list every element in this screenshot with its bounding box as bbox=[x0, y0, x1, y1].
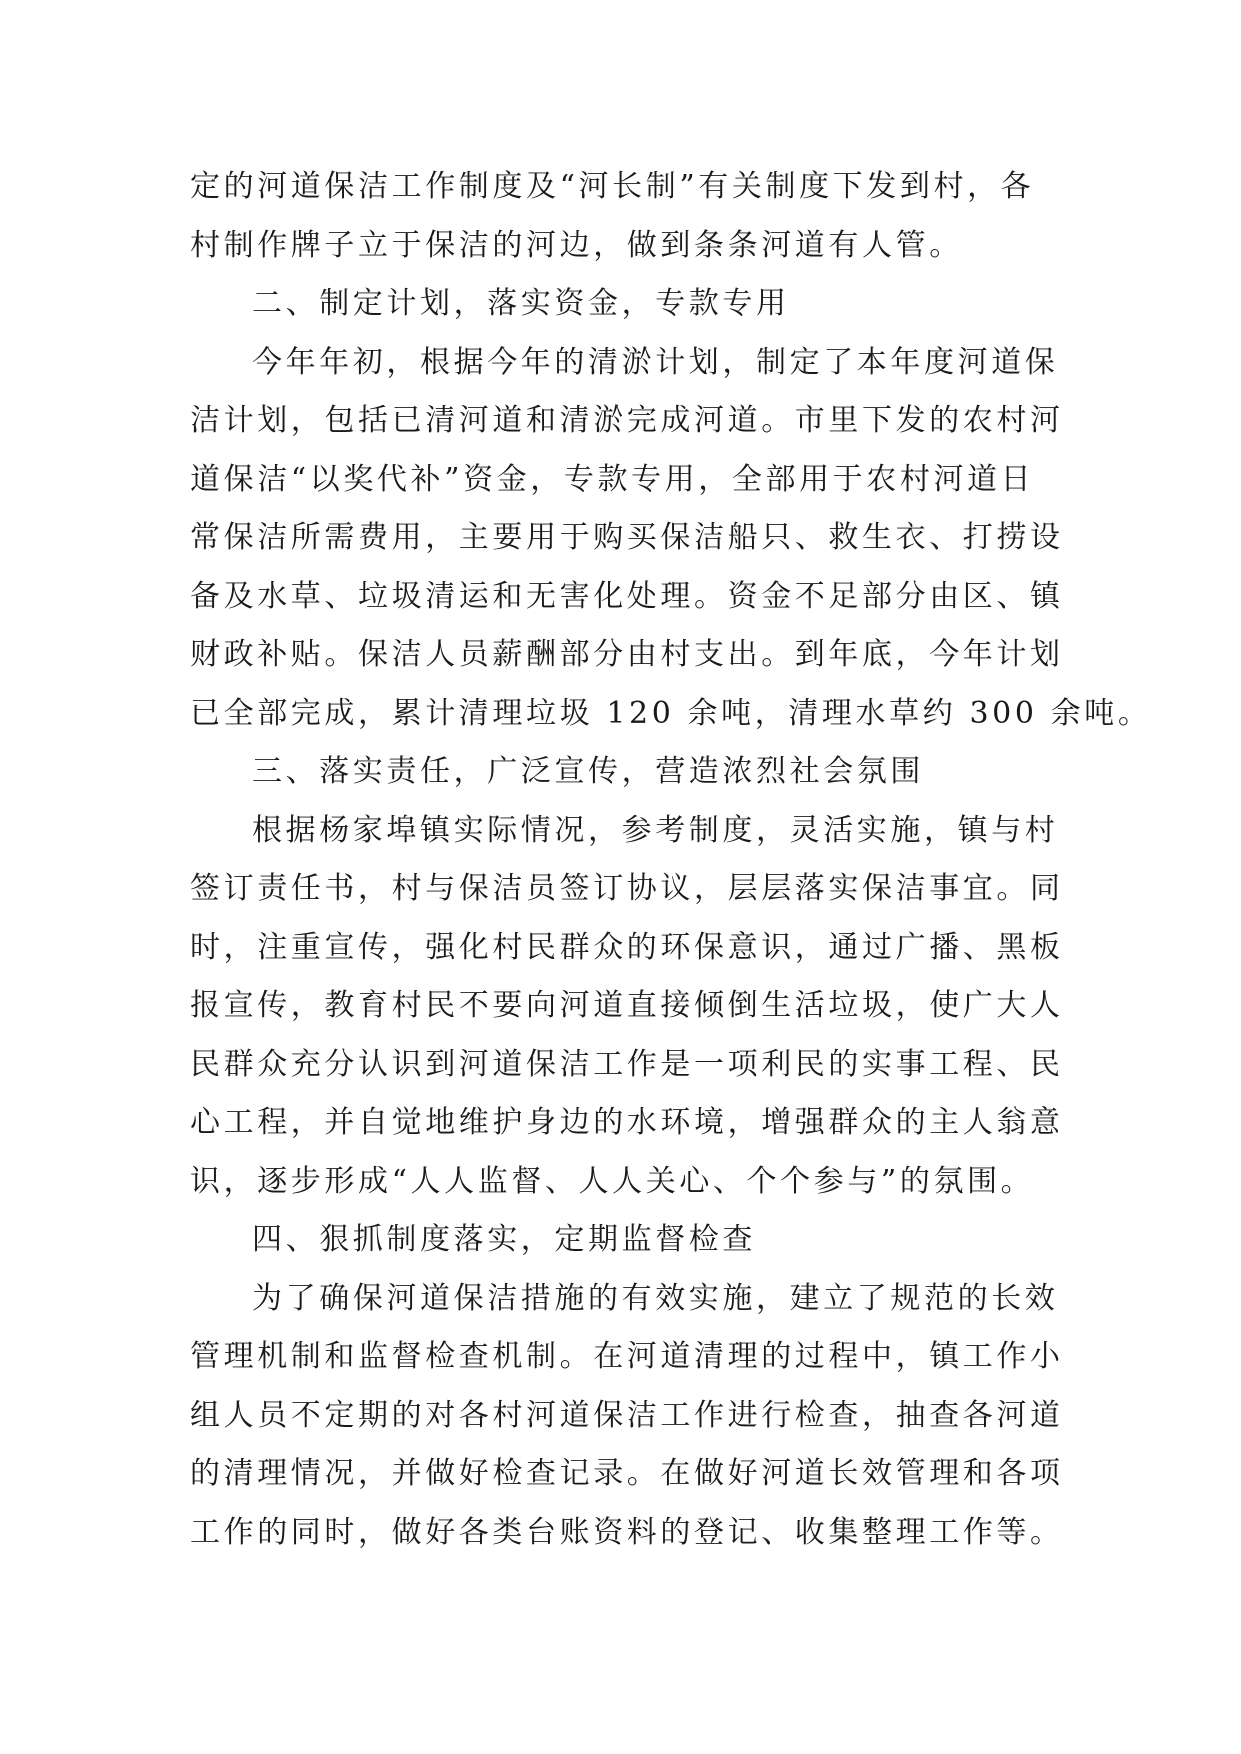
body-line: 心工程，并自觉地维护身边的水环境，增强群众的主人翁意 bbox=[190, 1105, 1064, 1140]
body-line: 道保洁“以奖代补”资金，专款专用，全部用于农村河道日 bbox=[190, 461, 1035, 497]
body-line: 定的河道保洁工作制度及“河长制”有关制度下发到村，各 bbox=[190, 169, 1035, 204]
body-line: 工作的同时，做好各类台账资料的登记、收集整理工作等。 bbox=[190, 1514, 1064, 1550]
body-line: 备及水草、垃圾清运和无害化处理。资金不足部分由区、镇 bbox=[190, 578, 1064, 614]
section-heading: 四、狠抓制度落实，定期监督检查 bbox=[252, 1222, 756, 1257]
body-line: 识，逐步形成“人人监督、人人关心、个个参与”的氛围。 bbox=[190, 1163, 1035, 1199]
body-line: 洁计划，包括已清河道和清淤完成河道。市里下发的农村河 bbox=[190, 403, 1064, 438]
section-heading: 三、落实责任，广泛宣传，营造浓烈社会氛围 bbox=[252, 754, 924, 789]
body-line: 报宣传，教育村民不要向河道直接倾倒生活垃圾，使广大人 bbox=[190, 988, 1064, 1023]
paragraph-first-line: 今年年初，根据今年的清淤计划，制定了本年度河道保 bbox=[252, 344, 1059, 380]
body-line: 时，注重宣传，强化村民群众的环保意识，通过广播、黑板 bbox=[190, 929, 1064, 965]
body-line: 管理机制和监督检查机制。在河道清理的过程中，镇工作小 bbox=[190, 1339, 1064, 1374]
body-line: 村制作牌子立于保洁的河边，做到条条河道有人管。 bbox=[190, 227, 963, 263]
body-line: 的清理情况，并做好检查记录。在做好河道长效管理和各项 bbox=[190, 1456, 1064, 1491]
body-line: 财政补贴。保洁人员薪酬部分由村支出。到年底，今年计划 bbox=[190, 637, 1064, 672]
body-line: 组人员不定期的对各村河道保洁工作进行检查，抽查各河道 bbox=[190, 1397, 1064, 1433]
paragraph-first-line: 为了确保河道保洁措施的有效实施，建立了规范的长效 bbox=[252, 1280, 1059, 1316]
body-line: 民群众充分认识到河道保洁工作是一项利民的实事工程、民 bbox=[190, 1046, 1064, 1082]
section-heading: 二、制定计划，落实资金，专款专用 bbox=[252, 286, 790, 321]
body-line: 已全部完成，累计清理垃圾 120 余吨，清理水草约 300 余吨。 bbox=[190, 695, 1152, 731]
body-line: 签订责任书，村与保洁员签订协议，层层落实保洁事宜。同 bbox=[190, 871, 1064, 906]
body-line: 常保洁所需费用，主要用于购买保洁船只、救生衣、打捞设 bbox=[190, 520, 1064, 555]
paragraph-first-line: 根据杨家埠镇实际情况，参考制度，灵活实施，镇与村 bbox=[252, 812, 1059, 848]
document-body bbox=[190, 158, 1152, 1562]
